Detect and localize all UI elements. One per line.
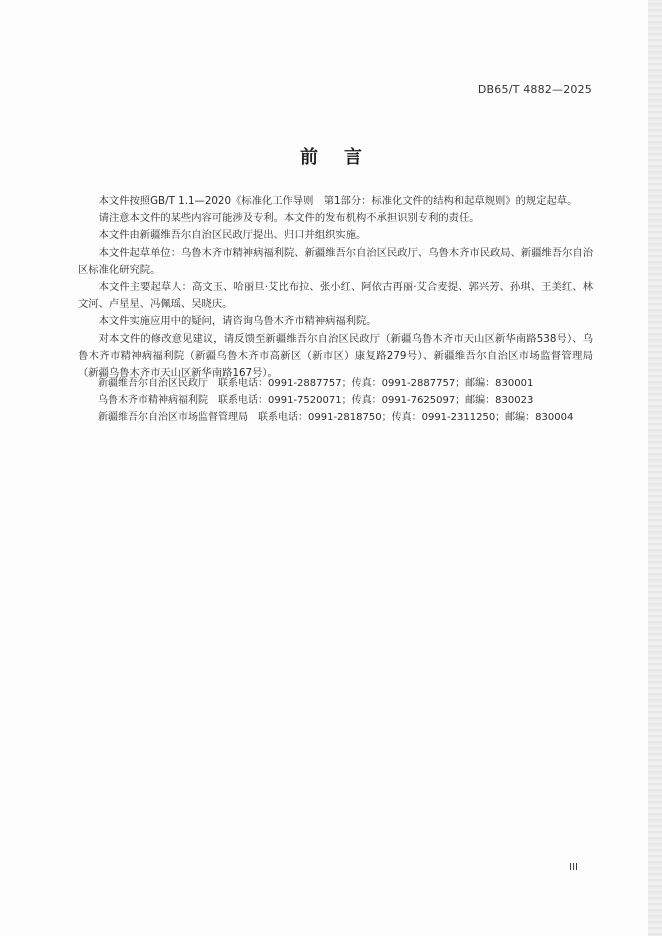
contact-line: 新疆维吾尔自治区市场监督管理局 联系电话：0991-2818750；传真：0991-2311250；邮编：830004	[98, 412, 574, 424]
page-number: III	[569, 862, 578, 873]
paragraph-drafting-units: 本文件起草单位：乌鲁木齐市精神病福利院、新疆维吾尔自治区民政厅、乌鲁木齐市民政局、新疆维吾尔自治区标准化研究院。	[78, 246, 593, 276]
document-code: DB65/T 4882—2025	[477, 83, 592, 96]
contact-line: 新疆维吾尔自治区民政厅 联系电话：0991-2887757；传真：0991-2887757；邮编：830001	[98, 378, 534, 389]
paragraph-drafting-rules: 本文件按照GB/T 1.1—2020《标准化工作导则 第1部分：标准化文件的结构和起草规则》的规定起草。	[98, 195, 578, 207]
scan-edge	[648, 0, 662, 936]
paragraph-inquiries: 本文件实施应用中的疑问，请咨询乌鲁木齐市精神病福利院。	[98, 315, 377, 328]
paragraph-feedback: 对本文件的修改意见建议，请反馈至新疆维吾尔自治区民政厅（新疆乌鲁木齐市天山区新华南路538号）、乌鲁木齐市精神病福利院（新疆乌鲁木齐市高新区（新市区）康复路279号）、新疆维吾尔自治区市场监督管理局（新疆乌鲁木齐市天山区新华南路167号）。	[78, 332, 593, 380]
contact-line: 乌鲁木齐市精神病福利院 联系电话：0991-7520071；传真：0991-7625097；邮编：830023	[98, 395, 534, 407]
paragraph-patent-notice: 请注意本文件的某些内容可能涉及专利。本文件的发布机构不承担识别专利的责任。	[98, 212, 480, 225]
foreword-body	[78, 193, 593, 382]
page-title: 前言	[300, 147, 388, 168]
paragraph-proposer: 本文件由新疆维吾尔自治区民政厅提出、归口并组织实施。	[98, 229, 367, 242]
contact-list	[98, 375, 608, 427]
paragraph-drafters: 本文件主要起草人：高文玉、哈丽旦·艾比布拉、张小红、阿依古再丽·艾合麦提、郭兴芳、孙琪、王美红、林文河、卢星星、冯佩瑶、吴晓庆。	[78, 281, 593, 311]
